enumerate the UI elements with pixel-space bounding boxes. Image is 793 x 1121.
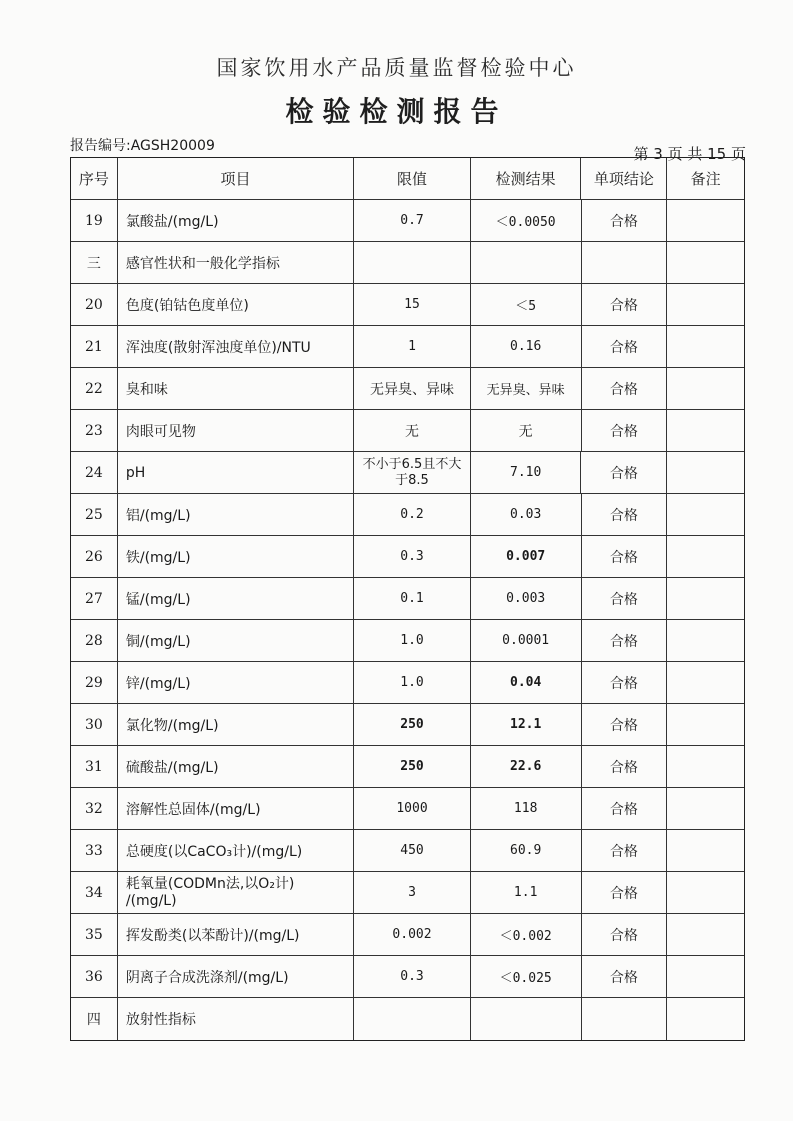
row-verdict [582, 998, 668, 1040]
row-result: 无 [471, 410, 582, 451]
row-result: 12.1 [471, 704, 582, 745]
row-remark [667, 368, 744, 409]
table-row [71, 410, 744, 452]
row-number: 33 [71, 830, 118, 871]
row-verdict: 合格 [582, 620, 668, 661]
row-item: 阴离子合成洗涤剂/(mg/L) [118, 956, 354, 997]
row-remark [667, 200, 744, 241]
header-no: 序号 [71, 158, 118, 199]
row-verdict: 合格 [582, 536, 668, 577]
row-number: 27 [71, 578, 118, 619]
table-row [71, 704, 744, 746]
row-limit: 1000 [354, 788, 471, 829]
row-result: 0.0001 [471, 620, 582, 661]
row-item: 铁/(mg/L) [118, 536, 354, 577]
row-item: 锰/(mg/L) [118, 578, 354, 619]
row-result: ＜0.002 [471, 914, 582, 955]
row-limit: 无异臭、异味 [354, 368, 471, 409]
row-remark [667, 746, 744, 787]
row-result [471, 242, 582, 283]
row-remark [667, 662, 744, 703]
row-item: 硫酸盐/(mg/L) [118, 746, 354, 787]
row-number: 20 [71, 284, 118, 325]
table-row [71, 914, 744, 956]
row-limit: 1.0 [354, 662, 471, 703]
row-number: 21 [71, 326, 118, 367]
row-number: 32 [71, 788, 118, 829]
row-number: 35 [71, 914, 118, 955]
row-result: 0.03 [471, 494, 582, 535]
row-verdict: 合格 [582, 368, 668, 409]
row-limit: 0.2 [354, 494, 471, 535]
row-remark [667, 410, 744, 451]
row-verdict: 合格 [582, 410, 668, 451]
row-number: 36 [71, 956, 118, 997]
row-item: 放射性指标 [118, 998, 354, 1040]
row-result: ＜0.0050 [471, 200, 582, 241]
row-item-line1: 耗氧量(CODMn法,以O₂计) [125, 875, 295, 892]
row-limit: 3 [354, 872, 471, 913]
row-verdict: 合格 [582, 788, 668, 829]
row-number: 23 [71, 410, 118, 451]
row-limit: 250 [354, 704, 471, 745]
row-result: 0.04 [471, 662, 582, 703]
row-verdict: 合格 [582, 284, 668, 325]
row-remark [667, 494, 744, 535]
table-row [71, 578, 744, 620]
header-verdict: 单项结论 [581, 158, 667, 199]
table-row [71, 872, 744, 914]
row-verdict: 合格 [582, 704, 668, 745]
row-limit: 无 [354, 410, 471, 451]
report-number: 报告编号:AGSH20009 [70, 138, 215, 154]
row-number: 31 [71, 746, 118, 787]
table-row [71, 494, 744, 536]
row-limit: 不小于6.5且不大于8.5 [354, 452, 471, 493]
row-item [118, 872, 354, 913]
row-number: 28 [71, 620, 118, 661]
row-verdict: 合格 [582, 830, 668, 871]
row-limit [354, 242, 471, 283]
row-item: 锌/(mg/L) [118, 662, 354, 703]
row-result: 0.16 [471, 326, 582, 367]
row-remark [667, 578, 744, 619]
row-number: 25 [71, 494, 118, 535]
table-row [71, 326, 744, 368]
row-number: 19 [71, 200, 118, 241]
row-result: ＜0.025 [471, 956, 582, 997]
report-title: 检验检测报告 [285, 95, 508, 128]
row-result: 无异臭、异味 [471, 368, 582, 409]
page-info: 第 3 页 共 15 页 [633, 145, 746, 163]
row-item: 铝/(mg/L) [118, 494, 354, 535]
table-row [71, 620, 744, 662]
table-row [71, 368, 744, 410]
row-item: 挥发酚类(以苯酚计)/(mg/L) [118, 914, 354, 955]
results-table [70, 157, 745, 1041]
row-remark [667, 242, 744, 283]
row-remark [667, 830, 744, 871]
header-limit: 限值 [354, 158, 471, 199]
row-limit [354, 998, 471, 1040]
row-item: 感官性状和一般化学指标 [118, 242, 354, 283]
table-row [71, 200, 744, 242]
table-row [71, 242, 744, 284]
row-verdict: 合格 [582, 326, 668, 367]
row-verdict: 合格 [582, 914, 668, 955]
row-limit: 1 [354, 326, 471, 367]
row-item: pH [118, 452, 354, 493]
row-verdict: 合格 [582, 872, 668, 913]
row-verdict: 合格 [582, 956, 668, 997]
row-result: ＜5 [471, 284, 582, 325]
row-item: 氯酸盐/(mg/L) [118, 200, 354, 241]
table-row [71, 662, 744, 704]
table-row [71, 956, 744, 998]
row-remark [667, 326, 744, 367]
row-remark [667, 452, 744, 493]
row-number: 三 [71, 242, 118, 283]
row-limit: 0.3 [354, 956, 471, 997]
row-limit: 450 [354, 830, 471, 871]
row-item: 铜/(mg/L) [118, 620, 354, 661]
row-number: 30 [71, 704, 118, 745]
row-number: 34 [71, 872, 118, 913]
row-remark [667, 998, 744, 1040]
row-limit: 15 [354, 284, 471, 325]
row-verdict: 合格 [582, 494, 668, 535]
row-item-line2: /(mg/L) [125, 892, 177, 909]
row-result: 118 [471, 788, 582, 829]
row-item: 浑浊度(散射浑浊度单位)/NTU [118, 326, 354, 367]
row-number: 24 [71, 452, 118, 493]
row-remark [667, 788, 744, 829]
header-remark: 备注 [690, 170, 721, 188]
row-limit: 250 [354, 746, 471, 787]
table-row [71, 788, 744, 830]
table-row [71, 746, 744, 788]
row-result: 0.003 [471, 578, 582, 619]
row-limit: 0.002 [354, 914, 471, 955]
table-row [71, 536, 744, 578]
row-remark [667, 704, 744, 745]
row-item: 色度(铂钴色度单位) [118, 284, 354, 325]
table-header [71, 158, 744, 200]
row-item: 总硬度(以CaCO₃计)/(mg/L) [118, 830, 354, 871]
row-limit: 0.1 [354, 578, 471, 619]
row-remark [667, 872, 744, 913]
row-limit: 1.0 [354, 620, 471, 661]
table-row [71, 452, 744, 494]
row-remark [667, 536, 744, 577]
row-number: 22 [71, 368, 118, 409]
row-remark [667, 284, 744, 325]
row-item: 肉眼可见物 [118, 410, 354, 451]
row-result: 7.10 [471, 452, 582, 493]
row-result: 60.9 [471, 830, 582, 871]
row-result: 1.1 [471, 872, 582, 913]
row-verdict: 合格 [582, 578, 668, 619]
table-row [71, 284, 744, 326]
row-result: 0.007 [471, 536, 582, 577]
row-remark [667, 914, 744, 955]
row-verdict [582, 242, 668, 283]
table-row [71, 830, 744, 872]
row-remark [667, 956, 744, 997]
row-item: 氯化物/(mg/L) [118, 704, 354, 745]
row-item: 溶解性总固体/(mg/L) [118, 788, 354, 829]
row-number: 29 [71, 662, 118, 703]
row-limit: 0.3 [354, 536, 471, 577]
row-remark [667, 620, 744, 661]
row-verdict: 合格 [582, 200, 668, 241]
header-item: 项目 [118, 158, 354, 199]
row-item: 臭和味 [118, 368, 354, 409]
row-verdict: 合格 [581, 452, 667, 493]
row-verdict: 合格 [582, 746, 668, 787]
row-number: 四 [71, 998, 118, 1040]
row-verdict: 合格 [582, 662, 668, 703]
row-number: 26 [71, 536, 118, 577]
organization-name: 国家饮用水产品质量监督检验中心 [216, 56, 577, 80]
header-result: 检测结果 [471, 158, 582, 199]
row-result [471, 998, 582, 1040]
row-result: 22.6 [471, 746, 582, 787]
table-row [71, 998, 744, 1040]
row-limit: 0.7 [354, 200, 471, 241]
